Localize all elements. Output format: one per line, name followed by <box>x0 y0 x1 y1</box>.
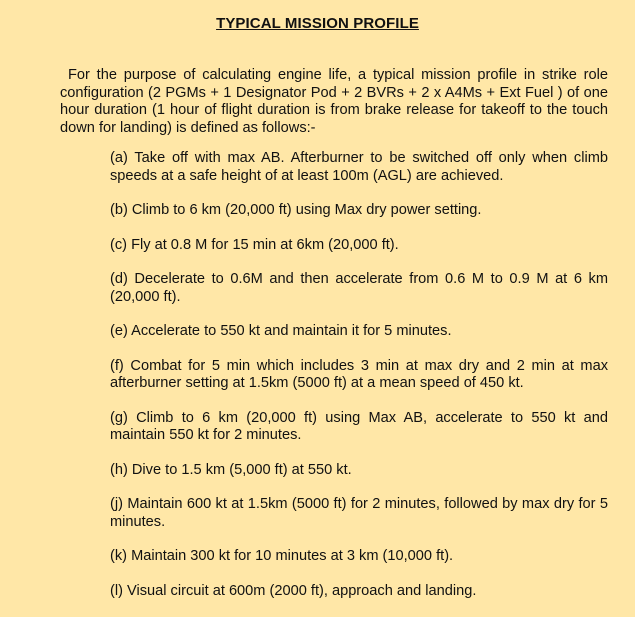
mission-step-h: (h) Dive to 1.5 km (5,000 ft) at 550 kt. <box>110 461 352 478</box>
mission-step-j: (j) Maintain 600 kt at 1.5km (5000 ft) for 2 minutes, followed by max dry for 5 minutes. <box>110 496 608 530</box>
mission-step-b: (b) Climb to 6 km (20,000 ft) using Max dry power setting. <box>110 202 482 218</box>
document-title: TYPICAL MISSION PROFILE <box>216 15 419 32</box>
mission-step-d: (d) Decelerate to 0.6M and then accelerate from 0.6 M to 0.9 M at 6 km (20,000 ft). <box>110 271 608 305</box>
mission-step-a: (a) Take off with max AB. Afterburner to be switched off only when climb speeds at a safe height of at least 100m (AGL) are achieved. <box>110 150 608 184</box>
mission-steps-list <box>110 150 608 617</box>
mission-step-l: (l) Visual circuit at 600m (2000 ft), approach and landing. <box>110 582 477 599</box>
mission-step-k: (k) Maintain 300 kt for 10 minutes at 3 km (10,000 ft). <box>110 548 454 564</box>
intro-paragraph: For the purpose of calculating engine life, a typical mission profile in strike role configuration (2 PGMs + 1 Designator Pod + 2 BVRs + 2 x A4Ms + Ext Fuel ) of one hour duration (1 hour of flight duration is from brake release for takeoff to the touch down for landing) is defined as follows:- <box>60 67 608 136</box>
mission-step-c: (c) Fly at 0.8 M for 15 min at 6km (20,000 ft). <box>110 236 399 253</box>
mission-step-f: (f) Combat for 5 min which includes 3 min at max dry and 2 min at max afterburner setting at 1.5km (5000 ft) at a mean speed of 450 kt. <box>110 357 608 391</box>
mission-step-g: (g) Climb to 6 km (20,000 ft) using Max AB, accelerate to 550 kt and maintain 550 kt for 2 minutes. <box>110 409 608 443</box>
mission-step-e: (e) Accelerate to 550 kt and maintain it for 5 minutes. <box>110 323 452 339</box>
